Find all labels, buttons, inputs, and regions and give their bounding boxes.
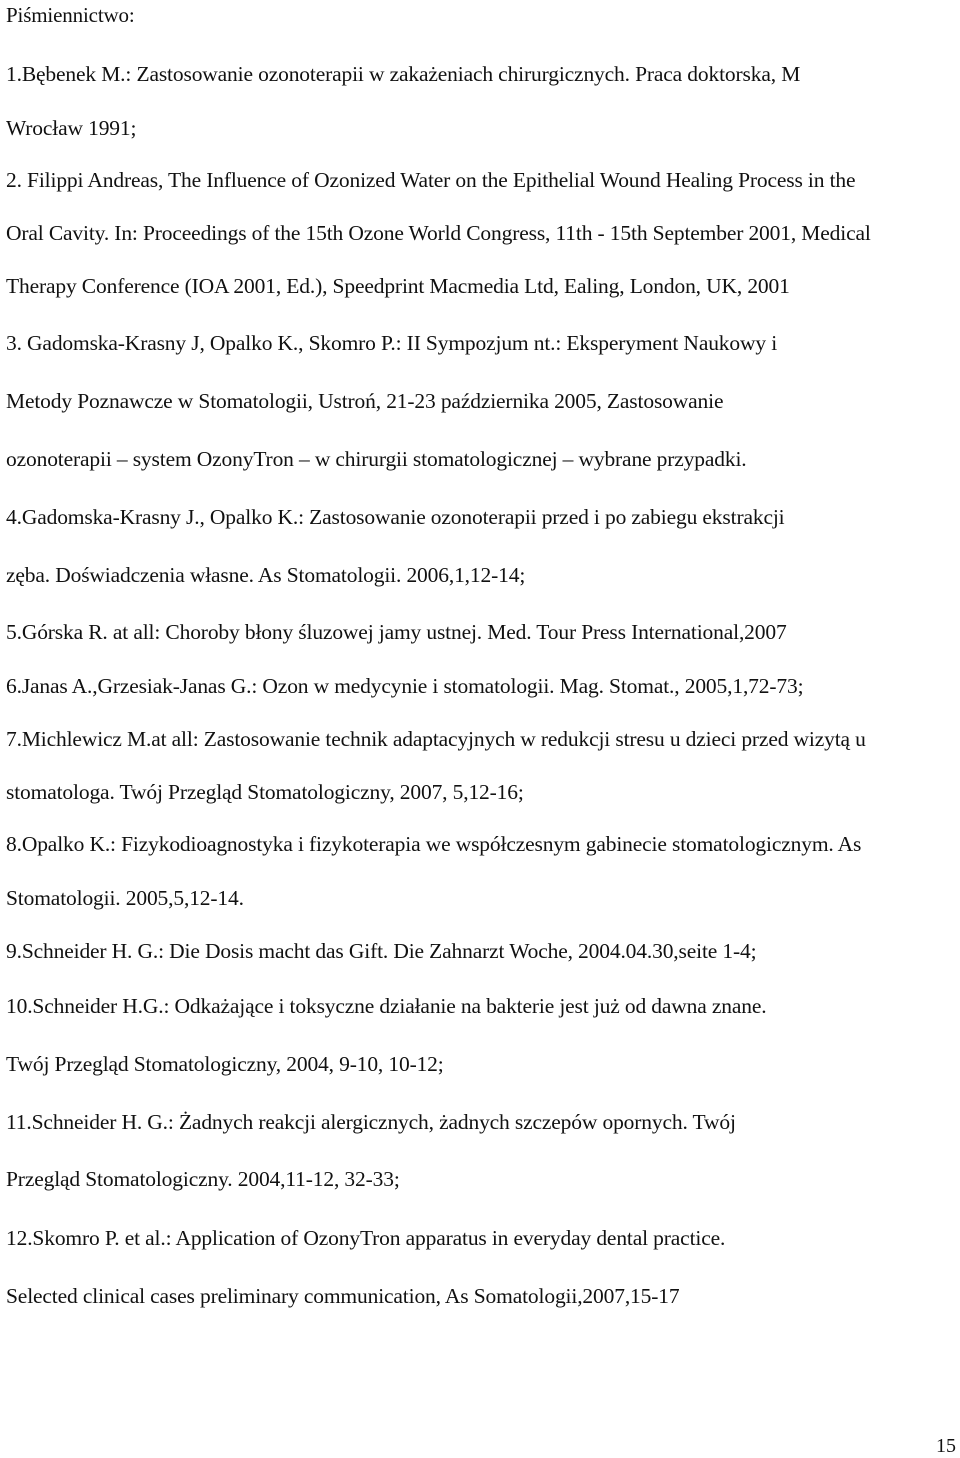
reference-line: 11.Schneider H. G.: Żadnych reakcji alergicznych, żadnych szczepów opornych. Twój: [6, 1110, 736, 1134]
reference-line: Przegląd Stomatologiczny. 2004,11-12, 32-33;: [6, 1167, 400, 1191]
reference-line: ozonoterapii – system OzonyTron – w chirurgii stomatologicznej – wybrane przypadki.: [6, 447, 747, 471]
reference-line: zęba. Doświadczenia własne. As Stomatologii. 2006,1,12-14;: [6, 563, 526, 587]
reference-line: Stomatologii. 2005,5,12-14.: [6, 886, 244, 910]
section-heading: Piśmiennictwo:: [6, 3, 135, 27]
reference-line: 4.Gadomska-Krasny J., Opalko K.: Zastosowanie ozonoterapii przed i po zabiegu ekstrakcji: [6, 505, 785, 529]
reference-line: 7.Michlewicz M.at all: Zastosowanie technik adaptacyjnych w redukcji stresu u dzieci przed wizytą u: [6, 727, 866, 751]
reference-line: 8.Opalko K.: Fizykodioagnostyka i fizykoterapia we współczesnym gabinecie stomatologicznym. As: [6, 832, 862, 856]
reference-line: Twój Przegląd Stomatologiczny, 2004, 9-10, 10-12;: [6, 1052, 444, 1076]
reference-line: Oral Cavity. In: Proceedings of the 15th Ozone World Congress, 11th - 15th September 2001, Medical: [6, 221, 871, 245]
reference-line: 12.Skomro P. et al.: Application of OzonyTron apparatus in everyday dental practice.: [6, 1226, 726, 1250]
reference-line: 9.Schneider H. G.: Die Dosis macht das Gift. Die Zahnarzt Woche, 2004.04.30,seite 1-4;: [6, 939, 757, 963]
reference-line: 6.Janas A.,Grzesiak-Janas G.: Ozon w medycynie i stomatologii. Mag. Stomat., 2005,1,72-73;: [6, 674, 804, 698]
reference-line: 1.Bębenek M.: Zastosowanie ozonoterapii w zakażeniach chirurgicznych. Praca doktorska, M: [6, 62, 801, 86]
reference-line: 2. Filippi Andreas, The Influence of Ozonized Water on the Epithelial Wound Healing Process in the: [6, 168, 856, 192]
reference-line: stomatologa. Twój Przegląd Stomatologiczny, 2007, 5,12-16;: [6, 780, 524, 804]
reference-line: Metody Poznawcze w Stomatologii, Ustroń, 21-23 października 2005, Zastosowanie: [6, 389, 724, 413]
reference-line: Selected clinical cases preliminary communication, As Somatologii,2007,15-17: [6, 1284, 680, 1308]
page-number: 15: [936, 1435, 956, 1457]
reference-line: 10.Schneider H.G.: Odkażające i toksyczne działanie na bakterie jest już od dawna znane.: [6, 994, 767, 1018]
reference-line: 5.Górska R. at all: Choroby błony śluzowej jamy ustnej. Med. Tour Press International,2007: [6, 620, 787, 644]
reference-line: Wrocław 1991;: [6, 116, 137, 140]
reference-line: Therapy Conference (IOA 2001, Ed.), Speedprint Macmedia Ltd, Ealing, London, UK, 2001: [6, 274, 790, 298]
reference-line: 3. Gadomska-Krasny J, Opalko K., Skomro P.: II Sympozjum nt.: Eksperyment Naukowy i: [6, 331, 778, 355]
